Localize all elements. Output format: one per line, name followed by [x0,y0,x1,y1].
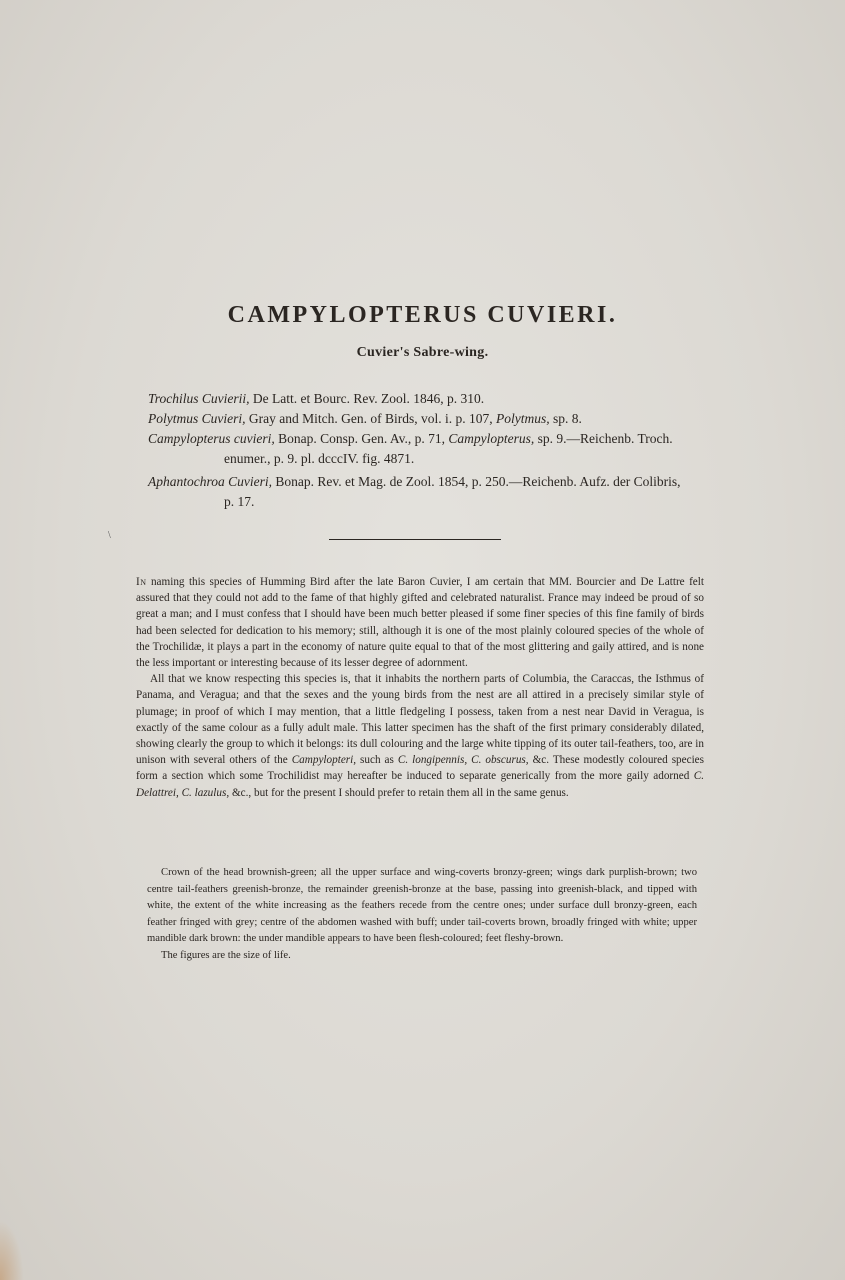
paragraph-text: All that we know respecting this species is, that it inhabits the northern parts of Columbia, the Caraccas, the Isthmus of Panama, and Veragua; and that the sexes and the young birds from the nest are all attired in a precisely similar style of plumage; in proof of which I may mention, that a little fledgeling I possess, taken from a nest near David in Veragua, is exactly of the same colour as a fully adult male. This latter specimen has the shaft of the first primary considerably dilated, showing clearly the group to which it belongs: its dull colouring and the large white tipping of its outer tail-feathers, too, are in unison with several others of the [136,673,704,767]
synonym-text: Gray and Mitch. Gen. of Birds, vol. i. p. 107, [245,411,496,426]
synonym-continuation: enumer., p. 9. pl. dcccIV. fig. 4871. [224,451,415,466]
species-name: C. Delattrei, C. lazulus, [136,770,704,799]
synonym-name: Polytmus, [495,411,550,426]
body-text [136,574,704,801]
synonym-text: Bonap. Consp. Gen. Av., p. 71, [274,431,449,446]
page-stain [0,1220,24,1280]
synonym-text: sp. 9.—Reichenb. Troch. [534,431,673,446]
synonym-text: Bonap. Rev. et Mag. de Zool. 1854, p. 250.—Reichenb. Aufz. der Colibris, [272,474,681,489]
page-title: CAMPYLOPTERUS CUVIERI. [227,302,618,328]
body-paragraph [136,574,704,671]
margin-mark: \ [108,530,111,541]
paragraph-text: &c., but for the present I should prefer to retain them all in the same genus. [229,786,569,799]
description-paragraph: Crown of the head brownish-green; all the upper surface and wing-coverts bronzy-green; wings dark purplish-brown; two centre tail-feathers greenish-bronze, the remainder greenish-bronze at the base, passing into greenish-black, and tipped with white, the extent of the white increasing as the feathers recede from the centre ones; under surface dull bronzy-green, each feather fringed with grey; centre of the abdomen washed with buff; under tail-coverts brown, broadly fringed with white; upper mandible dark brown: the under mandible appears to have been flesh-coloured; feet fleshy-brown. [147,867,697,945]
synonym-name: Campylopterus, [448,431,535,446]
synonym-text: De Latt. et Bourc. Rev. Zool. 1846, p. 310. [249,391,485,406]
synonym-entry [148,472,716,512]
synonym-entry [148,389,716,409]
synonym-name: Trochilus Cuvierii, [148,391,250,406]
section-divider [329,539,501,540]
paragraph-text: such as [356,754,398,767]
paragraph-text: &c. These modestly coloured species form a section which some Trochilidist may hereafter be induced to separate generically from the more gaily adorned [136,754,704,783]
drop-lead: In [136,576,147,588]
synonym-entry [148,429,716,469]
synonym-name: Aphantochroa Cuvieri, [148,474,272,489]
synonym-name: Polytmus Cuvieri, [148,411,246,426]
species-name: C. longipennis, C. obscurus, [397,754,529,767]
body-paragraph [136,671,704,801]
paragraph-text: naming this species of Humming Bird after the late Baron Cuvier, I am certain that MM. Bourcier and De Lattre felt assured that they could not add to the fame of that highly gifted and celebrated naturalist. France may indeed be proud of so great a man; and I must confess that I should have been much better pleased if some finer species of this fine family of birds had been selected for dedication to his memory; still, although it is one of the most plainly coloured species of the whole of the Trochilidæ, it plays a part in the economy of nature quite equal to that of the most glittering and gaily attired, and is none the less important or interesting because of its lesser degree of adornment. [136,576,704,670]
plumage-description [147,865,697,965]
synonym-text: sp. 8. [549,411,582,426]
synonym-continuation: p. 17. [224,494,255,509]
synonym-name: Campylopterus cuvieri, [148,431,275,446]
page-subtitle: Cuvier's Sabre-wing. [356,345,489,360]
species-name: Campylopteri, [291,754,357,767]
synonym-entry [148,409,716,429]
description-paragraph: The figures are the size of life. [161,949,291,961]
